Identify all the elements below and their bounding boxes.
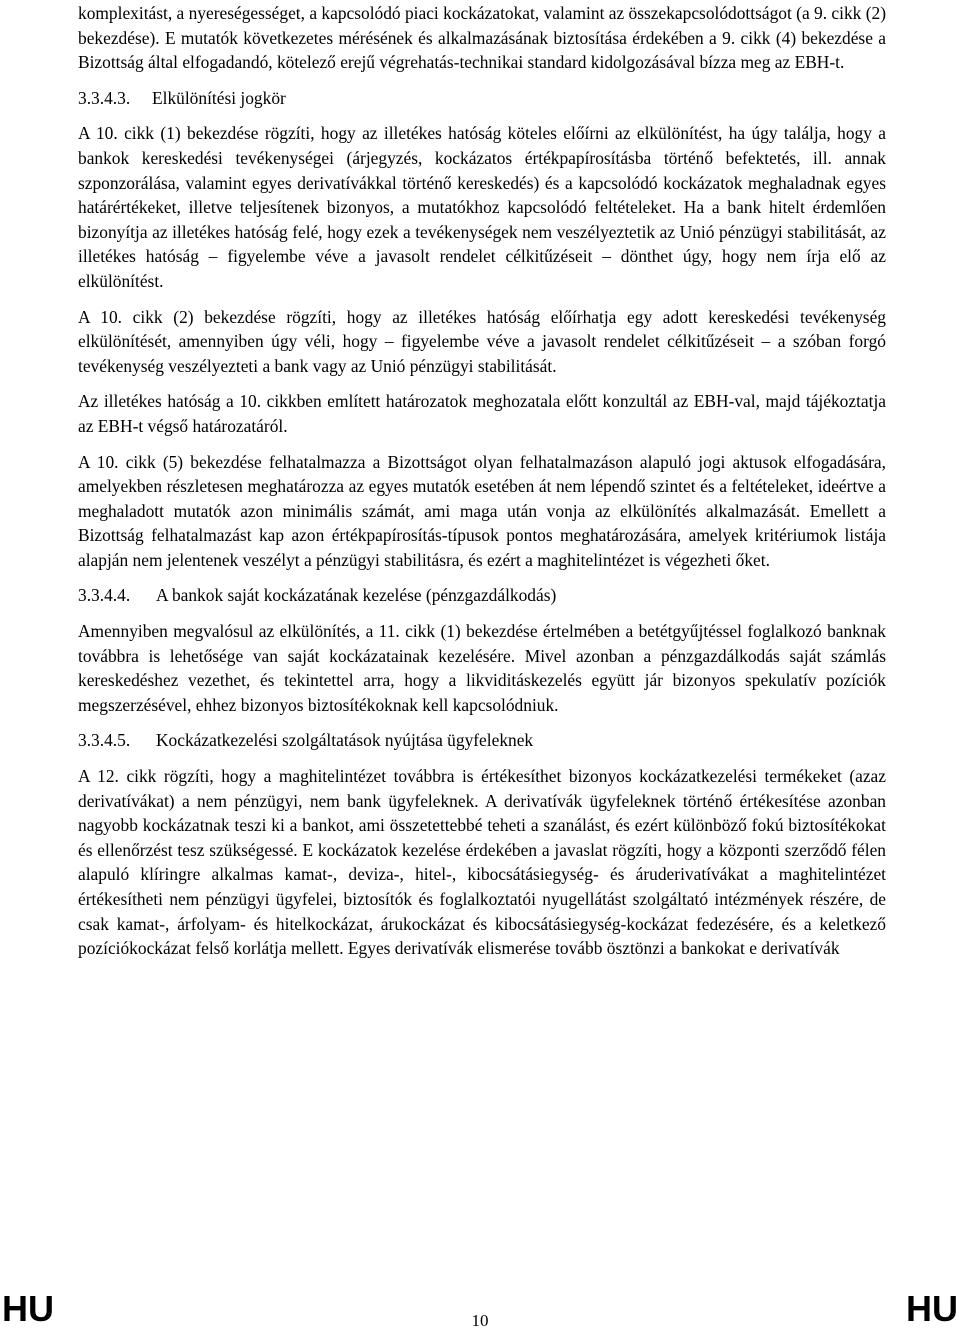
paragraph-article-12: A 12. cikk rögzíti, hogy a maghitelintézet továbbra is értékesíthet bizonyos kockázatkezelési termékeket (azaz derivatívákat) a nem pénzügyi, nem bank ügyfeleknek. A derivatívák ügyfeleknek történő értékesítése azonban nagyobb kockázatnak teszi ki a bankot, ami összetettebbé teheti a szanálást, és ezért különböző fokú biztosítékokat és ellenőrzést tesz szükségessé. E kockázatok kezelése érdekében a javaslat rögzíti, hogy a központi szerződő félen alapuló klíringre alkalmas kamat-, deviza-, hitel-, kibocsátásiegység- és áruderivatívákat a maghitelintézet értékesítheti nem pénzügyi ügyfelei, biztosítók és foglalkoztatói nyugellátást szolgáltató intézmények részére, de csak kamat-, árfolyam- és hitelkockázat, árukockázat és kibocsátásiegység-kockázat fedezésére, és a keletkező pozíciókockázat felső korlátja mellett. Egyes derivatívák elismerése tovább ösztönzi a bankokat e derivatívák <box>78 766 886 959</box>
section-title: Elkülönítési jogkör <box>152 87 286 108</box>
section-number: 3.3.4.3. <box>78 87 131 108</box>
section-title: A bankok saját kockázatának kezelése (pénzgazdálkodás) <box>156 585 557 606</box>
section-number: 3.3.4.5. <box>78 730 131 751</box>
paragraph-intro: komplexitást, a nyereségességet, a kapcsolódó piaci kockázatokat, valamint az összekapcsolódottságot (a 9. cikk (2) bekezdése). E mutatók következetes mérésének és alkalmazásának biztosítása érdekében a 9. cikk (4) bekezdése a Bizottság által elfogadandó, kötelező erejű végrehatás-technikai standard kidolgozásával bízza meg az EBH-t. <box>78 3 886 73</box>
paragraph-article-10-2: A 10. cikk (2) bekezdése rögzíti, hogy az illetékes hatóság előírhatja egy adott kereskedési tevékenység elkülönítését, amennyiben úgy véli, hogy – figyelembe véve a javasolt rendelet célkitűzéseit – a szóban forgó tevékenység veszélyezteti a bank vagy az Unió pénzügyi stabilitását. <box>78 306 886 376</box>
paragraph-consultation: Az illetékes hatóság a 10. cikkben említett határozatok meghozatala előtt konzultál az EBH-val, majd tájékoztatja az EBH-t végső határozatáról. <box>78 391 886 436</box>
paragraph-article-11: Amennyiben megvalósul az elkülönítés, a 11. cikk (1) bekezdése értelmében a betétgyűjtéssel foglalkozó banknak továbbra is lehetősége van saját kockázatainak kezelésére. Mivel azonban a pénzgazdálkodás saját számlás kereskedéshez vezethet, és tekintettel arra, hogy a likviditáskezelés együtt jár bizonyos spekulatív pozíciók megszerzésével, ehhez bizonyos biztosítékoknak kell kapcsolódniuk. <box>78 621 886 715</box>
paragraph-article-10-5: A 10. cikk (5) bekezdése felhatalmazza a Bizottságot olyan felhatalmazáson alapuló jogi aktusok elfogadására, amelyekben részletesen meghatározza az egyes mutatók esetében át nem lépendő szintet és a feltételeket, ideértve a meghaladott mutatók azon minimális számát, ami maga után vonja az elkülönítés alkalmazását. Emellett a Bizottság felhatalmazást kap azon értékpapírosítás-típusok pontos meghatározására, amelyek kritériumok listája alapján nem jelentenek veszélyt a pénzügyi stabilitásra, és ezért a maghitelintézet is végezheti őket. <box>78 451 886 570</box>
section-heading-3-3-4-5 <box>78 728 886 753</box>
paragraph-article-10-1: A 10. cikk (1) bekezdése rögzíti, hogy az illetékes hatóság köteles előírni az elkülönítést, ha úgy találja, hogy a bankok kereskedési tevékenységei (árjegyzés, kockázatos értékpapírosításba történő befektetés, ill. annak szponzorálása, valamint egyes derivatívákkal történő kereskedés) és a kapcsolódó kockázatok meghaladnak egyes határértékeket, illetve teljesítenek bizonyos, a mutatókhoz kapcsolódó feltételeket. Ha a bank hitelt érdemlően bizonyítja az illetékes hatóság felé, hogy ezek a tevékenységek nem veszélyeztetik az Unió pénzügyi stabilitását, az illetékes hatóság – figyelembe véve a javasolt rendelet célkitűzéseit – dönthet úgy, hogy nem írja elő az elkülönítést. <box>78 123 886 291</box>
section-number: 3.3.4.4. <box>78 585 131 606</box>
page-number: 10 <box>471 1311 489 1330</box>
section-heading-3-3-4-3 <box>78 86 886 111</box>
footer-language-code-left: HU <box>2 1288 54 1329</box>
section-title: Kockázatkezelési szolgáltatások nyújtása ügyfeleknek <box>156 730 534 751</box>
document-page <box>78 0 886 972</box>
section-heading-3-3-4-4 <box>78 583 886 608</box>
footer-language-code-right: HU <box>906 1288 958 1329</box>
